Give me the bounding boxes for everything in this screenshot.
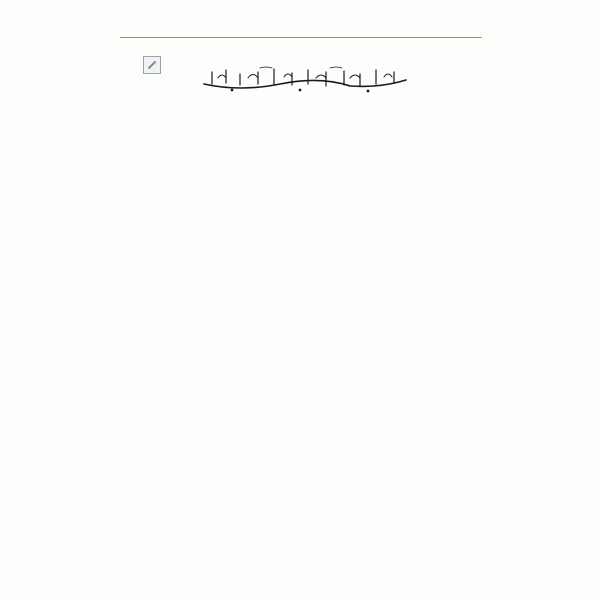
header-rule (120, 37, 482, 38)
book-icon (143, 56, 161, 74)
basmala-calligraphy-icon (200, 66, 414, 94)
